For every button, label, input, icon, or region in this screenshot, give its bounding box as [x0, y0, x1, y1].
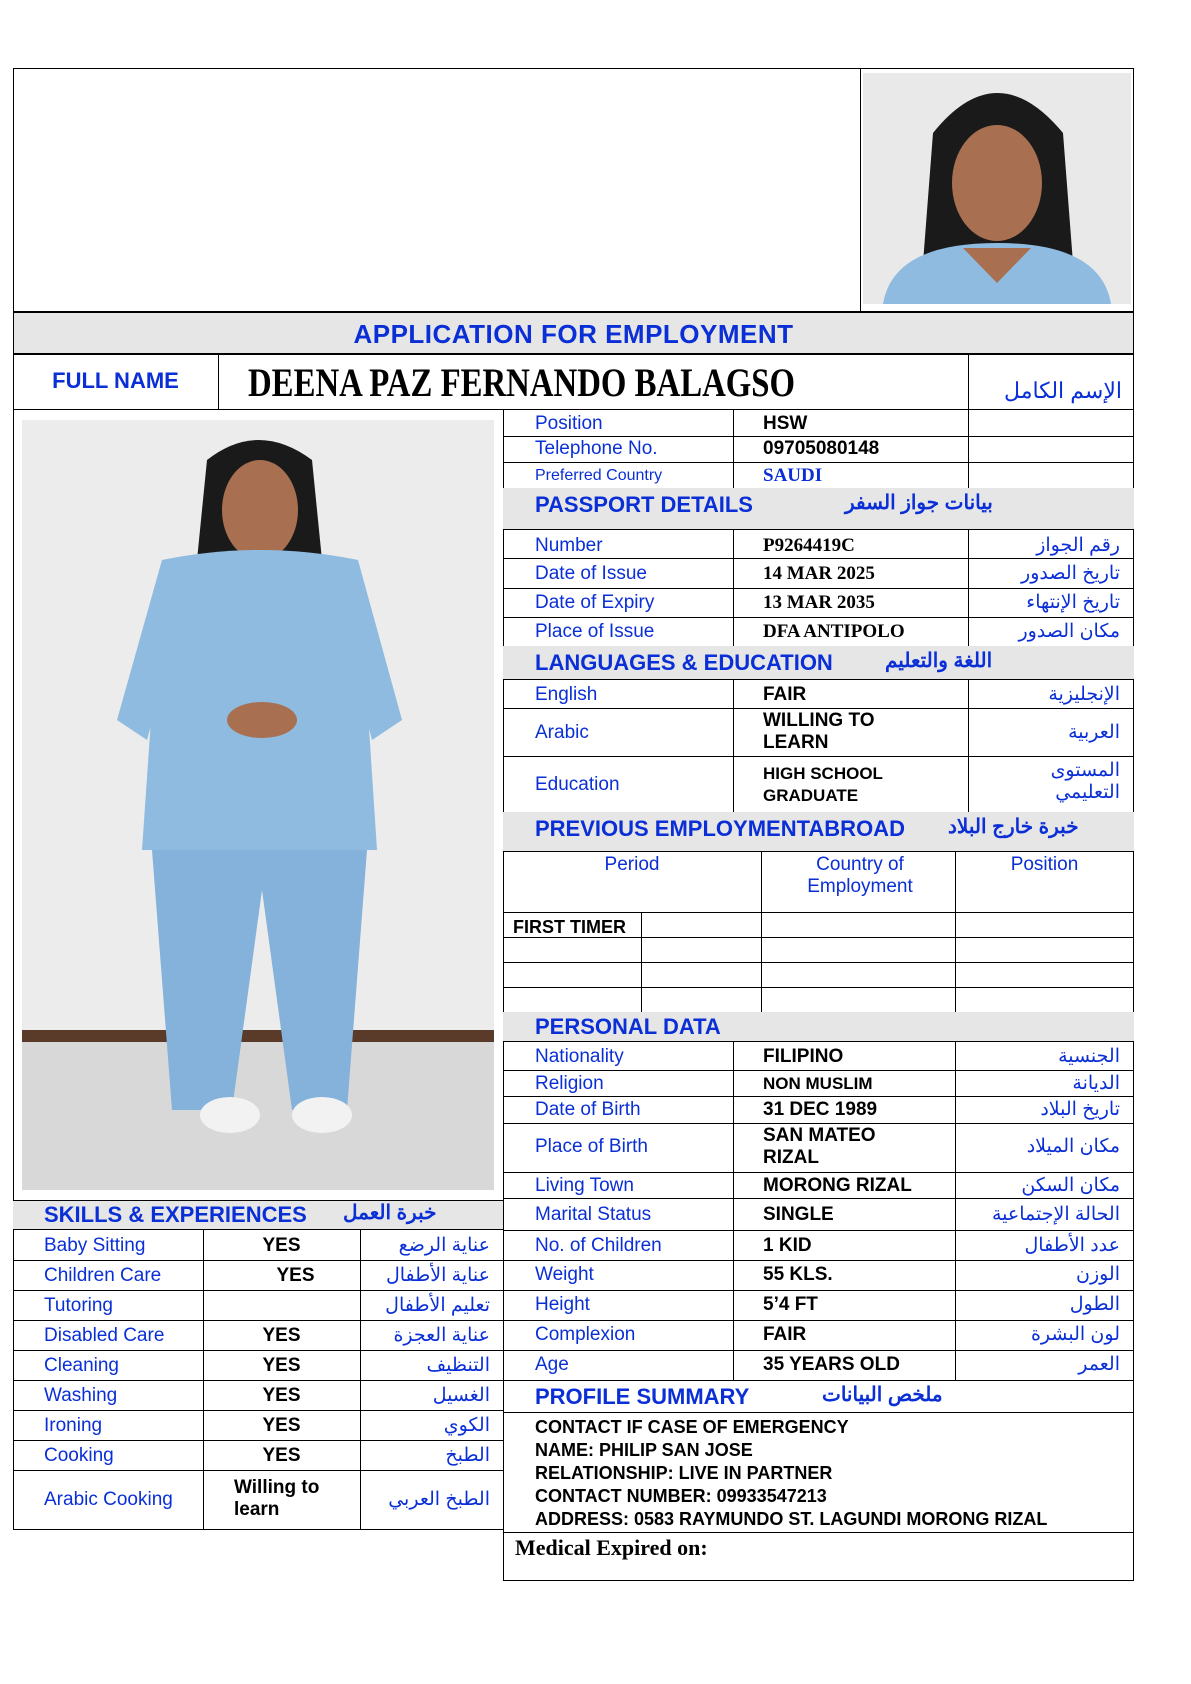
religion-label: Religion [535, 1073, 604, 1094]
arabic-arabic: العربية [1068, 722, 1120, 743]
nationality-arabic: الجنسية [1058, 1046, 1120, 1067]
height-value: 5’4 FT [763, 1294, 818, 1315]
skill-tutoring-arabic: تعليم الأطفال [385, 1295, 490, 1316]
age-label: Age [535, 1354, 569, 1375]
education-label: Education [535, 774, 620, 795]
place-of-issue-value: DFA ANTIPOLO [763, 621, 905, 642]
skills-title-arabic: خبرة العمل [343, 1202, 437, 1224]
skill-washing-label: Washing [44, 1385, 118, 1406]
date-of-issue-value: 14 MAR 2025 [763, 563, 875, 584]
skill-ironing-arabic: الكوي [443, 1415, 490, 1436]
english-label: English [535, 684, 598, 705]
living-town-label: Living Town [535, 1175, 634, 1196]
dob-arabic: تاريخ البلاد [1040, 1099, 1120, 1120]
skill-children-care-value: YES [276, 1265, 315, 1286]
skills-title: SKILLS & EXPERIENCES [44, 1202, 307, 1227]
education-arabic: المستوى التعليمي [1050, 760, 1120, 803]
profile-title-arabic: ملخص البيانات [822, 1384, 943, 1406]
skill-ironing-value: YES [262, 1415, 301, 1436]
complexion-arabic: لون البشرة [1030, 1324, 1120, 1345]
languages-title-arabic: اللغة والتعليم [885, 650, 993, 672]
passport-number-arabic: رقم الجواز [1036, 535, 1120, 556]
skill-washing-value: YES [262, 1385, 301, 1406]
profile-line-3: RELATIONSHIP: LIVE IN PARTNER [535, 1463, 833, 1483]
skill-washing-arabic: الغسيل [432, 1385, 490, 1406]
age-arabic: العمر [1078, 1354, 1120, 1375]
skill-children-care-label: Children Care [44, 1265, 162, 1286]
profile-line-1: CONTACT IF CASE OF EMERGENCY [535, 1417, 849, 1437]
personal-title: PERSONAL DATA [535, 1014, 721, 1039]
telephone-label: Telephone No. [535, 438, 658, 459]
skill-disabled-care-value: YES [262, 1325, 301, 1346]
skill-disabled-care-label: Disabled Care [44, 1325, 165, 1346]
children-label: No. of Children [535, 1235, 662, 1256]
children-value: 1 KID [763, 1235, 812, 1256]
skill-cooking-label: Cooking [44, 1445, 114, 1466]
skill-baby-sitting-label: Baby Sitting [44, 1235, 146, 1256]
profile-line-4: CONTACT NUMBER: 09933547213 [535, 1486, 827, 1506]
full-name-arabic: الإسم الكامل [1004, 378, 1122, 403]
date-of-expiry-arabic: تاريخ الإنتهاء [1026, 592, 1120, 613]
dob-value: 31 DEC 1989 [763, 1099, 878, 1120]
date-of-expiry-value: 13 MAR 2035 [763, 592, 875, 613]
height-label: Height [535, 1294, 590, 1315]
date-of-expiry-label: Date of Expiry [535, 592, 655, 613]
complexion-value: FAIR [763, 1324, 807, 1345]
marital-status-label: Marital Status [535, 1204, 652, 1225]
passport-title-arabic: بيانات جواز السفر [845, 492, 993, 514]
preferred-country-value: SAUDI [763, 465, 823, 486]
date-of-issue-label: Date of Issue [535, 563, 647, 584]
complexion-label: Complexion [535, 1324, 636, 1345]
skill-cleaning-arabic: التنظيف [426, 1355, 490, 1376]
first-timer: FIRST TIMER [513, 917, 626, 937]
passport-number-value: P9264419C [763, 535, 855, 556]
skill-arabic-cooking-value: Willing to learn [234, 1477, 320, 1520]
skill-arabic-cooking-label: Arabic Cooking [44, 1489, 173, 1510]
position-value: HSW [763, 413, 808, 434]
employment-title-arabic: خبرة خارج البلاد [948, 816, 1079, 838]
dob-label: Date of Birth [535, 1099, 641, 1120]
col-country: Country of Employment [807, 854, 913, 897]
weight-label: Weight [535, 1264, 594, 1285]
pob-value: SAN MATEO RIZAL [763, 1125, 876, 1168]
photo-frame [13, 410, 503, 1200]
marital-status-arabic: الحالة الإجتماعية [992, 1204, 1120, 1225]
religion-arabic: الديانة [1072, 1073, 1120, 1094]
weight-arabic: الوزن [1075, 1264, 1120, 1285]
place-of-issue-arabic: مكان الصدور [1018, 621, 1120, 642]
skill-ironing-label: Ironing [44, 1415, 103, 1436]
skill-children-care-arabic: عناية الأطفال [385, 1265, 490, 1286]
portrait-photo-small [863, 73, 1131, 304]
medical-expired: Medical Expired on: [515, 1535, 708, 1560]
education-value: HIGH SCHOOL GRADUATE [763, 764, 883, 805]
english-arabic: الإنجليزية [1048, 684, 1120, 705]
preferred-country-label: Preferred Country [535, 467, 663, 484]
nationality-label: Nationality [535, 1046, 624, 1067]
height-arabic: الطول [1069, 1294, 1120, 1315]
full-name-label: FULL NAME [52, 368, 179, 393]
children-arabic: عدد الأطفال [1024, 1235, 1120, 1256]
date-of-issue-arabic: تاريخ الصدور [1021, 563, 1120, 584]
passport-number-label: Number [535, 535, 603, 556]
telephone-value: 09705080148 [763, 438, 880, 459]
pob-arabic: مكان الميلاد [1026, 1136, 1120, 1157]
english-value: FAIR [763, 684, 807, 705]
col-position: Position [1010, 854, 1079, 875]
pob-label: Place of Birth [535, 1136, 648, 1157]
col-period: Period [604, 854, 660, 875]
marital-status-value: SINGLE [763, 1204, 834, 1225]
religion-value: NON MUSLIM [763, 1074, 873, 1093]
profile-line-2: NAME: PHILIP SAN JOSE [535, 1440, 753, 1460]
skill-baby-sitting-arabic: عناية الرضع [398, 1235, 490, 1256]
living-town-arabic: مكان السكن [1021, 1175, 1120, 1196]
skill-cooking-arabic: الطبخ [445, 1445, 490, 1466]
skill-tutoring-label: Tutoring [44, 1295, 113, 1316]
position-label: Position [535, 413, 603, 434]
skill-cooking-value: YES [262, 1445, 301, 1466]
place-of-issue-label: Place of Issue [535, 621, 655, 642]
skill-baby-sitting-value: YES [262, 1235, 301, 1256]
profile-line-5: ADDRESS: 0583 RAYMUNDO ST. LAGUNDI MORONG RIZAL [535, 1509, 1048, 1529]
skill-arabic-cooking-arabic: الطبخ العربي [388, 1489, 490, 1510]
arabic-value: WILLING TO LEARN [763, 710, 875, 753]
languages-title: LANGUAGES & EDUCATION [535, 650, 833, 675]
skill-cleaning-value: YES [262, 1355, 301, 1376]
full-name-value: DEENA PAZ FERNANDO BALAGSO [248, 360, 796, 405]
living-town-value: MORONG RIZAL [763, 1175, 912, 1196]
profile-title: PROFILE SUMMARY [535, 1384, 750, 1409]
age-value: 35 YEARS OLD [763, 1354, 900, 1375]
skill-cleaning-label: Cleaning [44, 1355, 119, 1376]
nationality-value: FILIPINO [763, 1046, 844, 1067]
page-title: APPLICATION FOR EMPLOYMENT [353, 319, 794, 349]
weight-value: 55 KLS. [763, 1264, 833, 1285]
arabic-label: Arabic [535, 722, 589, 743]
passport-title: PASSPORT DETAILS [535, 492, 753, 517]
employment-title: PREVIOUS EMPLOYMENTABROAD [535, 816, 905, 841]
skill-disabled-care-arabic: عناية العجزة [393, 1325, 490, 1346]
